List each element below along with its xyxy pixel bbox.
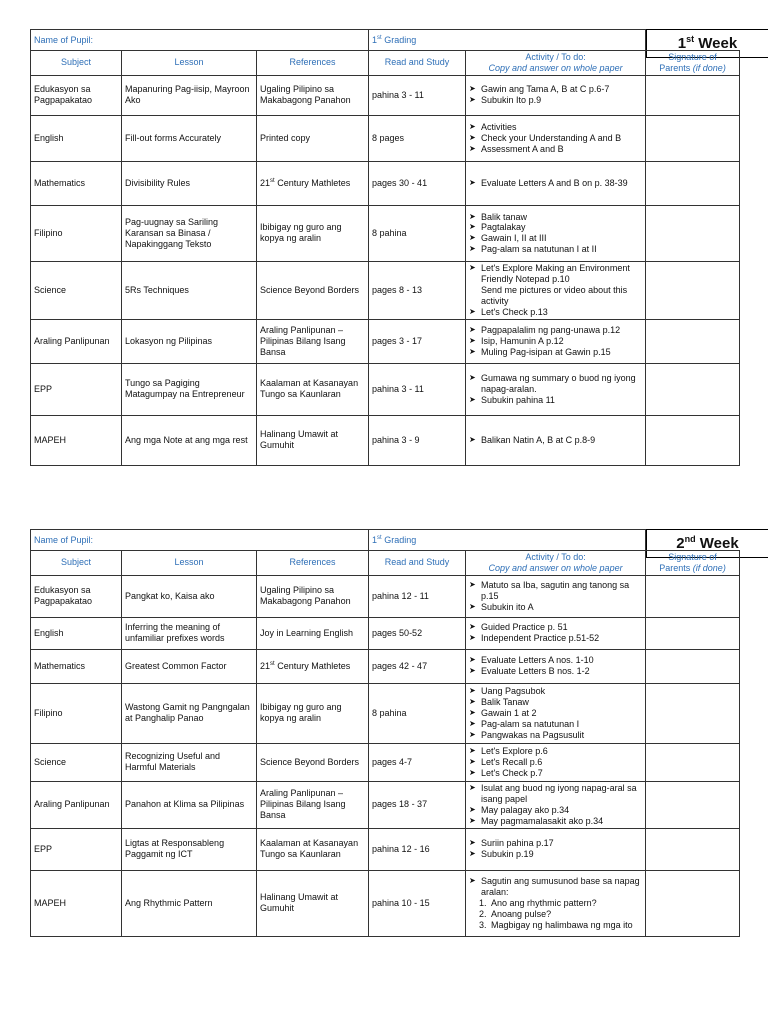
activity-cell: [466, 415, 646, 465]
activity-item: ➤ Let's Explore p.6: [469, 746, 642, 757]
reference-cell: Ibibigay ng guro ang kopya ng aralin: [257, 683, 369, 743]
subject-cell: Edukasyon sa Pagpapakatao: [31, 75, 122, 115]
subject-cell: EPP: [31, 363, 122, 415]
subject-row: [31, 161, 740, 205]
activity-cell: [466, 781, 646, 828]
lesson-cell: Fill-out forms Accurately: [122, 115, 257, 161]
signature-cell[interactable]: [646, 75, 740, 115]
signature-cell[interactable]: [646, 781, 740, 828]
signature-cell[interactable]: [646, 415, 740, 465]
activity-item: ➤ Evaluate Letters B nos. 1-2: [469, 666, 642, 677]
reference-cell: Kaalaman at Kasanayan Tungo sa Kaunlaran: [257, 363, 369, 415]
read-study-header: Read and Study: [369, 551, 466, 576]
lesson-cell: Tungo sa Pagiging Matagumpay na Entrepreneur: [122, 363, 257, 415]
activity-cell: [466, 870, 646, 936]
activity-item: Send me pictures or video about this activity: [481, 284, 628, 306]
reference-cell: 21st Century Mathletes: [257, 161, 369, 205]
reference-cell: Joy in Learning English: [257, 617, 369, 649]
subject-row: [31, 415, 740, 465]
references-header: References: [257, 551, 369, 576]
info-row: [31, 30, 740, 51]
subject-cell: English: [31, 617, 122, 649]
subject-cell: Mathematics: [31, 161, 122, 205]
activity-item: ➤ Independent Practice p.51-52: [469, 633, 642, 644]
activity-item: 3. Magbigay ng halimbawa ng mga ito: [479, 919, 633, 930]
info-row: [31, 530, 740, 551]
subject-cell: Filipino: [31, 683, 122, 743]
activity-item: ➤ May pagmamalasakit ako p.34: [469, 816, 642, 827]
signature-cell[interactable]: [646, 649, 740, 683]
signature-cell[interactable]: [646, 161, 740, 205]
subject-row: [31, 205, 740, 261]
signature-header: Signature of Parents (if done): [646, 551, 740, 576]
activity-cell: [466, 683, 646, 743]
reference-cell: Kaalaman at Kasanayan Tungo sa Kaunlaran: [257, 828, 369, 870]
activity-item: ➤ Gawin ang Tama A, B at C p.6-7: [469, 84, 642, 95]
activity-item: 1. Ano ang rhythmic pattern?: [479, 897, 597, 908]
activity-item: 2. Anoang pulse?: [479, 908, 552, 919]
read-study-cell: 8 pages: [369, 115, 466, 161]
lesson-cell: Ang mga Note at ang mga rest: [122, 415, 257, 465]
subject-row: [31, 781, 740, 828]
subject-row: [31, 617, 740, 649]
activity-cell: [466, 319, 646, 363]
activity-item: ➤ Gawain 1 at 2: [469, 708, 642, 719]
subject-header: Subject: [31, 51, 122, 76]
activity-item: ➤ Subukin ito A: [469, 602, 642, 613]
activity-item: ➤ Subukin p.19: [469, 849, 642, 860]
subject-cell: Science: [31, 743, 122, 781]
read-study-cell: pahina 3 - 9: [369, 415, 466, 465]
subject-cell: Science: [31, 261, 122, 319]
subject-row: [31, 828, 740, 870]
activity-item: ➤ Balik Tanaw: [469, 697, 642, 708]
subject-cell: Mathematics: [31, 649, 122, 683]
activity-item: ➤ Check your Understanding A and B: [469, 133, 642, 144]
subject-cell: Filipino: [31, 205, 122, 261]
read-study-cell: pahina 3 - 11: [369, 363, 466, 415]
activity-item: ➤ Subukin Ito p.9: [469, 95, 642, 106]
header-row: [31, 551, 740, 576]
activity-item: ➤ Pagpapalalim ng pang-unawa p.12: [469, 325, 642, 336]
activity-item: ➤ Matuto sa Iba, sagutin ang tanong sa p.15: [469, 580, 642, 602]
name-of-pupil-label: Name of Pupil:: [31, 530, 369, 551]
week-badge: 1st Week: [646, 29, 768, 58]
subject-row: [31, 261, 740, 319]
subject-row: [31, 683, 740, 743]
signature-cell[interactable]: [646, 828, 740, 870]
activity-item: ➤ Let's Recall p.6: [469, 757, 642, 768]
lesson-cell: Lokasyon ng Pilipinas: [122, 319, 257, 363]
reference-cell: Araling Panlipunan – Pilipinas Bilang Isang Bansa: [257, 319, 369, 363]
reference-cell: Ibibigay ng guro ang kopya ng aralin: [257, 205, 369, 261]
activity-item: ➤ Activities: [469, 122, 642, 133]
activity-item: ➤ Let's Check p.7: [469, 768, 642, 779]
activity-item: ➤ Evaluate Letters A nos. 1-10: [469, 655, 642, 666]
activity-cell: [466, 115, 646, 161]
activity-cell: [466, 575, 646, 617]
subject-cell: English: [31, 115, 122, 161]
signature-cell[interactable]: [646, 870, 740, 936]
activity-item: ➤ Pagtalakay: [469, 222, 642, 233]
lesson-cell: Panahon at Klima sa Pilipinas: [122, 781, 257, 828]
lesson-cell: Greatest Common Factor: [122, 649, 257, 683]
activity-item: ➤ Balik tanaw: [469, 212, 642, 223]
lesson-cell: Pag-uugnay sa Sariling Karansan sa Binasa / Napakinggang Teksto: [122, 205, 257, 261]
reference-cell: Science Beyond Borders: [257, 261, 369, 319]
lesson-header: Lesson: [122, 51, 257, 76]
read-study-cell: pages 8 - 13: [369, 261, 466, 319]
lesson-cell: Ligtas at Responsableng Paggamit ng ICT: [122, 828, 257, 870]
activity-item: ➤ Assessment A and B: [469, 144, 642, 155]
read-study-cell: 8 pahina: [369, 205, 466, 261]
reference-cell: Science Beyond Borders: [257, 743, 369, 781]
read-study-cell: pages 18 - 37: [369, 781, 466, 828]
activity-item: ➤ Subukin pahina 11: [469, 395, 642, 406]
subject-row: [31, 319, 740, 363]
activity-header: Activity / To do: Copy and answer on whole paper: [466, 51, 646, 76]
header-row: [31, 51, 740, 76]
activity-cell: [466, 205, 646, 261]
signature-cell[interactable]: [646, 575, 740, 617]
signature-cell[interactable]: [646, 617, 740, 649]
signature-cell[interactable]: [646, 683, 740, 743]
signature-header: Signature of Parents (if done): [646, 51, 740, 76]
subject-cell: EPP: [31, 828, 122, 870]
lesson-plan-table: [30, 529, 740, 937]
lesson-plan-table: [30, 29, 740, 466]
activity-item: ➤ Muling Pag-isipan at Gawin p.15: [469, 347, 642, 358]
activity-item: ➤ Sagutin ang sumusunod base sa napag aralan:: [469, 876, 642, 898]
reference-cell: Ugaling Pilipino sa Makabagong Panahon: [257, 575, 369, 617]
grading-label: 1st Grading: [369, 30, 646, 51]
read-study-header: Read and Study: [369, 51, 466, 76]
read-study-cell: 8 pahina: [369, 683, 466, 743]
lesson-cell: Inferring the meaning of unfamiliar prefixes words: [122, 617, 257, 649]
subject-row: [31, 575, 740, 617]
subject-cell: Araling Panlipunan: [31, 781, 122, 828]
read-study-cell: pages 42 - 47: [369, 649, 466, 683]
activity-item: ➤ Guided Practice p. 51: [469, 622, 642, 633]
reference-cell: Halinang Umawit at Gumuhit: [257, 870, 369, 936]
activity-cell: [466, 743, 646, 781]
subject-row: [31, 115, 740, 161]
activity-item: ➤ Uang Pagsubok: [469, 686, 642, 697]
reference-cell: Halinang Umawit at Gumuhit: [257, 415, 369, 465]
subject-row: [31, 649, 740, 683]
lesson-cell: Wastong Gamit ng Pangngalan at Panghalip Panao: [122, 683, 257, 743]
activity-cell: [466, 363, 646, 415]
activity-item: ➤ Pangwakas na Pagsusulit: [469, 730, 642, 741]
reference-cell: Printed copy: [257, 115, 369, 161]
subject-row: [31, 743, 740, 781]
signature-cell[interactable]: [646, 205, 740, 261]
activity-cell: [466, 75, 646, 115]
subject-cell: Edukasyon sa Pagpapakatao: [31, 575, 122, 617]
lesson-header: Lesson: [122, 551, 257, 576]
reference-cell: Ugaling Pilipino sa Makabagong Panahon: [257, 75, 369, 115]
week-1-plan: [30, 29, 739, 469]
read-study-cell: pages 50-52: [369, 617, 466, 649]
activity-item: ➤ Pag-alam sa natutunan I: [469, 719, 642, 730]
activity-cell: [466, 617, 646, 649]
activity-item: ➤ Evaluate Letters A and B on p. 38-39: [469, 178, 642, 189]
subject-row: [31, 75, 740, 115]
grading-label: 1st Grading: [369, 530, 646, 551]
activity-item: ➤ Isulat ang buod ng iyong napag-aral sa isang papel: [469, 783, 642, 805]
lesson-cell: Mapanuring Pag-iisip, Mayroon Ako: [122, 75, 257, 115]
references-header: References: [257, 51, 369, 76]
read-study-cell: pahina 10 - 15: [369, 870, 466, 936]
activity-item: ➤ Let's Explore Making an Environment Friendly Notepad p.10: [469, 263, 642, 285]
signature-cell[interactable]: [646, 363, 740, 415]
signature-cell[interactable]: [646, 743, 740, 781]
read-study-cell: pages 30 - 41: [369, 161, 466, 205]
reference-cell: 21st Century Mathletes: [257, 649, 369, 683]
activity-item: ➤ Suriin pahina p.17: [469, 838, 642, 849]
signature-cell[interactable]: [646, 115, 740, 161]
lesson-cell: Ang Rhythmic Pattern: [122, 870, 257, 936]
activity-header: Activity / To do: Copy and answer on whole paper: [466, 551, 646, 576]
read-study-cell: pahina 3 - 11: [369, 75, 466, 115]
read-study-cell: pahina 12 - 11: [369, 575, 466, 617]
lesson-cell: Recognizing Useful and Harmful Materials: [122, 743, 257, 781]
subject-row: [31, 870, 740, 936]
week-badge: 2nd Week: [646, 529, 768, 558]
activity-cell: [466, 649, 646, 683]
lesson-cell: 5Rs Techniques: [122, 261, 257, 319]
activity-item: ➤ Gawain I, II at III: [469, 233, 642, 244]
activity-item: ➤ Pag-alam sa natutunan I at II: [469, 244, 642, 255]
activity-cell: [466, 828, 646, 870]
week-2-plan: [30, 529, 739, 969]
activity-item: ➤ Gumawa ng summary o buod ng iyong napag-aralan.: [469, 373, 642, 395]
subject-cell: Araling Panlipunan: [31, 319, 122, 363]
activity-item: ➤ Isip, Hamunin A p.12: [469, 336, 642, 347]
subject-header: Subject: [31, 551, 122, 576]
activity-item: ➤ May palagay ako p.34: [469, 805, 642, 816]
read-study-cell: pages 3 - 17: [369, 319, 466, 363]
reference-cell: Araling Panlipunan – Pilipinas Bilang Isang Bansa: [257, 781, 369, 828]
subject-row: [31, 363, 740, 415]
signature-cell[interactable]: [646, 319, 740, 363]
activity-item: ➤ Let's Check p.13: [469, 307, 642, 318]
lesson-cell: Pangkat ko, Kaisa ako: [122, 575, 257, 617]
name-of-pupil-label: Name of Pupil:: [31, 30, 369, 51]
subject-cell: MAPEH: [31, 415, 122, 465]
signature-cell[interactable]: [646, 261, 740, 319]
read-study-cell: pages 4-7: [369, 743, 466, 781]
activity-cell: [466, 261, 646, 319]
activity-item: ➤ Balikan Natin A, B at C p.8-9: [469, 435, 642, 446]
lesson-cell: Divisibility Rules: [122, 161, 257, 205]
subject-cell: MAPEH: [31, 870, 122, 936]
read-study-cell: pahina 12 - 16: [369, 828, 466, 870]
activity-cell: [466, 161, 646, 205]
